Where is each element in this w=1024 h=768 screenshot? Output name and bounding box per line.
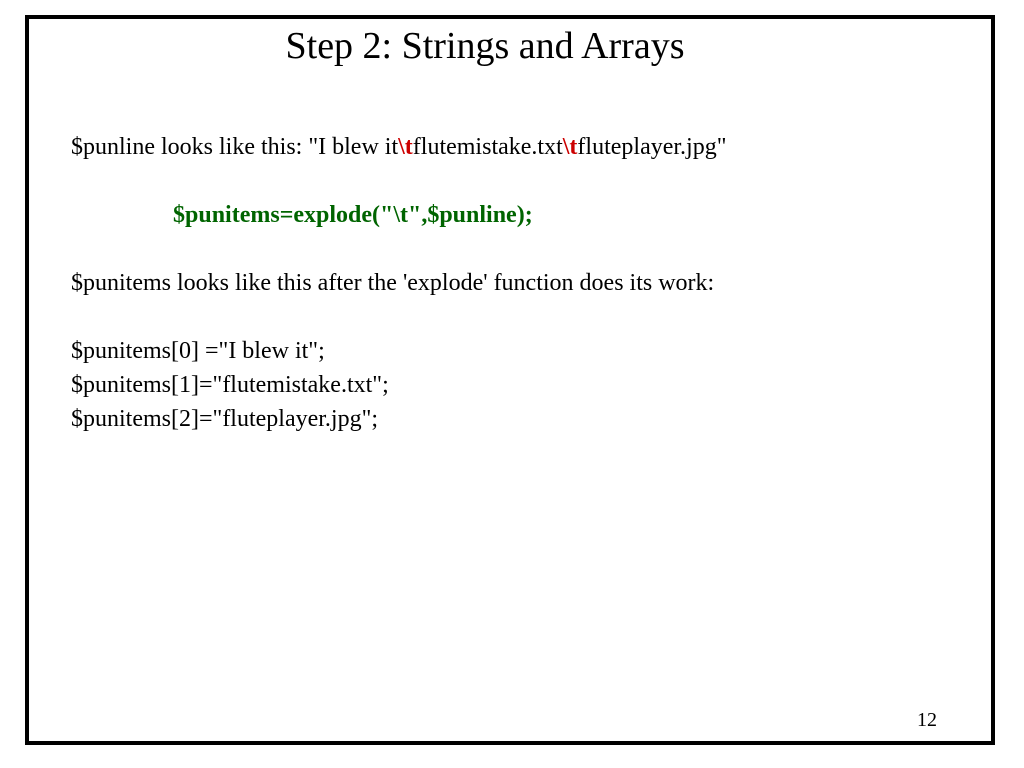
punline-prefix: $punline looks like this: "I blew it (71, 134, 399, 160)
explode-code-line: $punitems=explode("\t",$punline); (173, 202, 533, 228)
slide-frame (25, 15, 995, 745)
slide-title: Step 2: Strings and Arrays (285, 25, 685, 67)
tab-escape-2: \t (562, 134, 578, 160)
punline-suffix: fluteplayer.jpg" (577, 134, 727, 160)
punline-middle: flutemistake.txt (412, 134, 563, 160)
array-line-0: $punitems[0] ="I blew it"; (71, 338, 325, 364)
page-number: 12 (917, 709, 937, 731)
array-line-1: $punitems[1]="flutemistake.txt"; (71, 372, 389, 398)
explain-line: $punitems looks like this after the 'explode' function does its work: (71, 270, 715, 296)
punline-description (71, 132, 727, 162)
tab-escape-1: \t (398, 134, 413, 160)
array-line-2: $punitems[2]="fluteplayer.jpg"; (71, 406, 379, 432)
